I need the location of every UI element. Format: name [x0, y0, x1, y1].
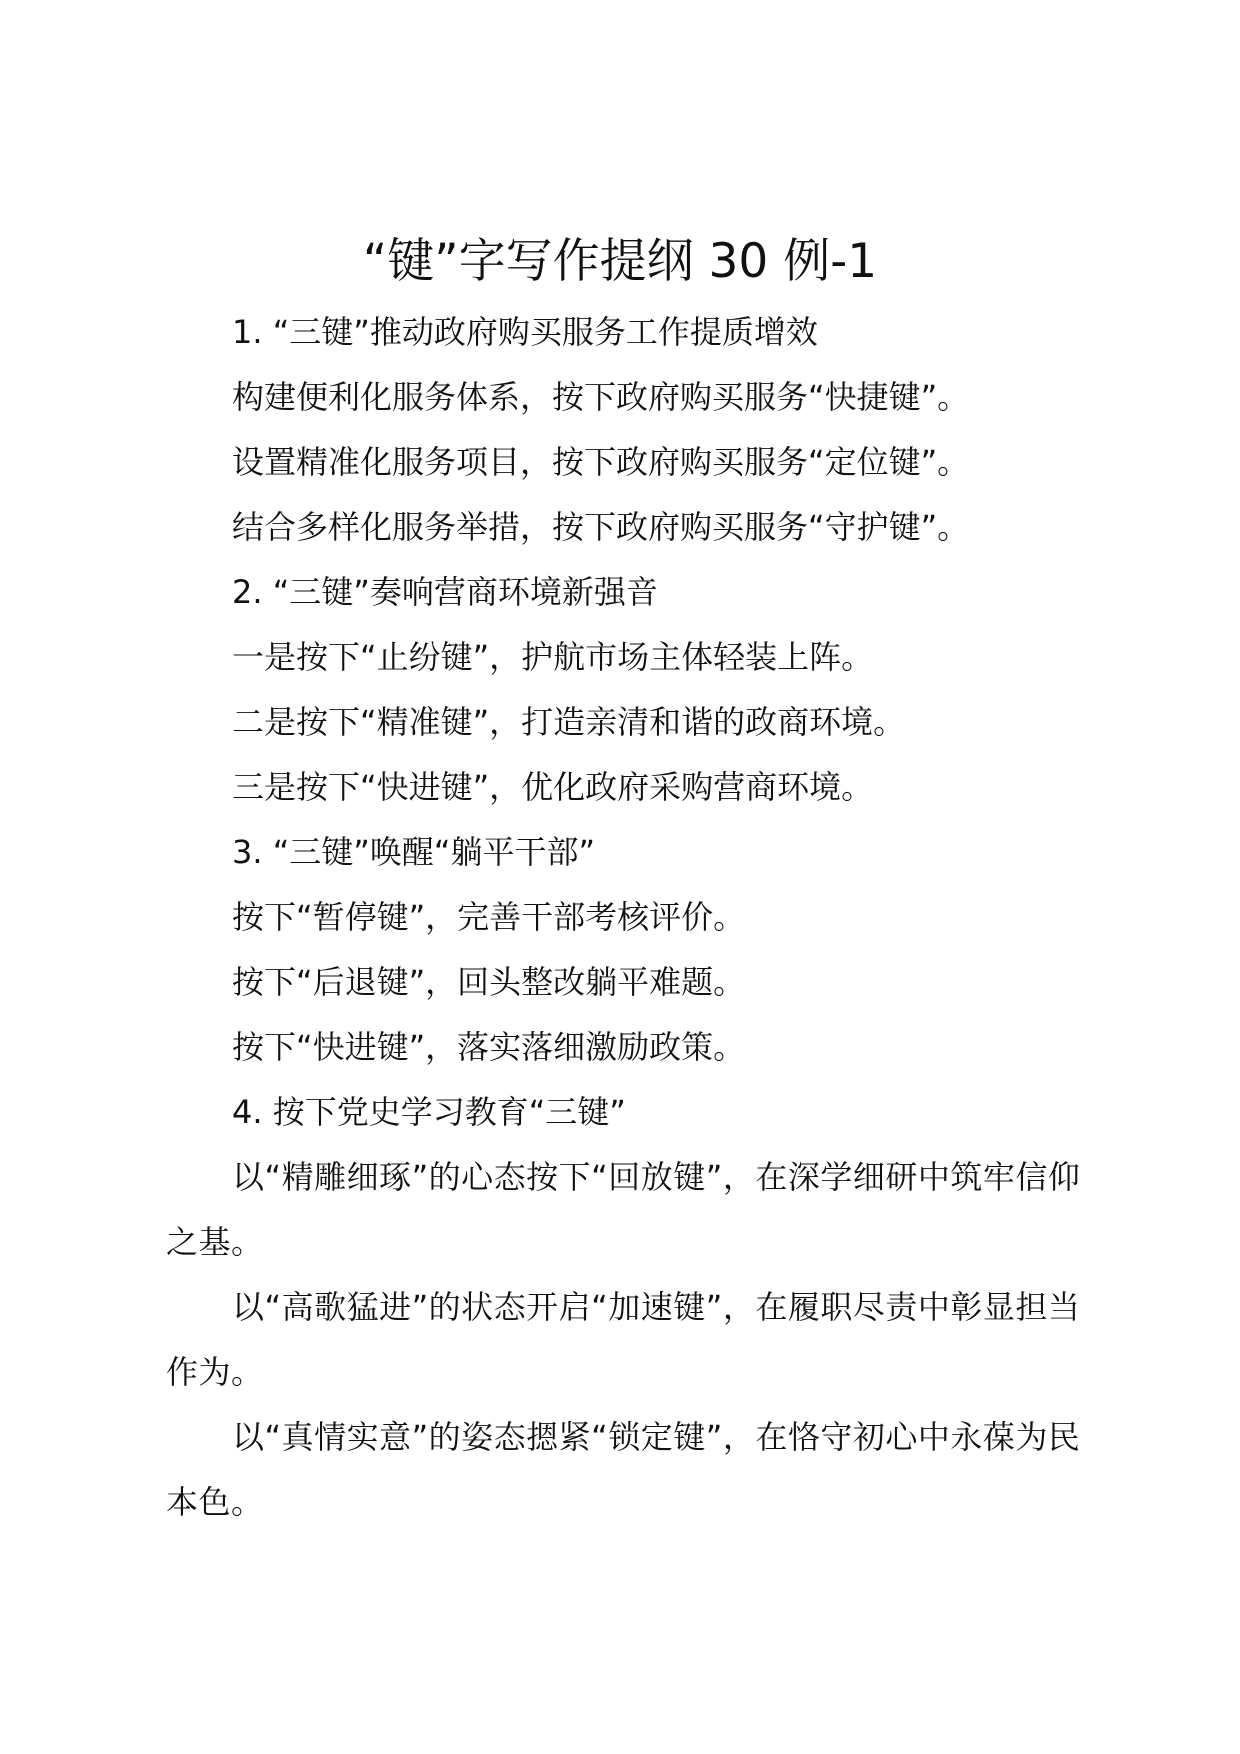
text-line: 一是按下“止纷键”，护航市场主体轻装上阵。: [232, 638, 874, 676]
paragraph: 以“真情实意”的姿态摁紧“锁定键”，在恪守初心中永葆为民本色。: [166, 1418, 1081, 1521]
text-line: 按下“暂停键”，完善干部考核评价。: [232, 898, 746, 936]
paragraph: 以“高歌猛进”的状态开启“加速键”，在履职尽责中彰显担当作为。: [166, 1288, 1081, 1391]
section-heading-4: 4. 按下党史学习教育“三键”: [232, 1093, 626, 1131]
text-line: 结合多样化服务举措，按下政府购买服务“守护键”。: [232, 508, 970, 546]
document-title: “键”字写作提纲 30 例-1: [362, 234, 878, 289]
text-line: 按下“后退键”，回头整改躺平难题。: [232, 963, 746, 1001]
section-heading-3: 3. “三键”唤醒“躺平干部”: [232, 833, 596, 871]
paragraph: 以“精雕细琢”的心态按下“回放键”，在深学细研中筑牢信仰之基。: [166, 1158, 1081, 1261]
document-body: [166, 300, 1094, 1535]
text-line: 构建便利化服务体系，按下政府购买服务“快捷键”。: [232, 378, 970, 416]
section-heading-2: 2. “三键”奏响营商环境新强音: [232, 573, 658, 611]
text-line: 按下“快进键”，落实落细激励政策。: [232, 1028, 746, 1066]
text-line: 三是按下“快进键”，优化政府采购营商环境。: [232, 768, 874, 806]
text-line: 设置精准化服务项目，按下政府购买服务“定位键”。: [232, 443, 970, 481]
section-heading-1: 1. “三键”推动政府购买服务工作提质增效: [232, 313, 818, 351]
text-line: 二是按下“精准键”，打造亲清和谐的政商环境。: [232, 703, 906, 741]
